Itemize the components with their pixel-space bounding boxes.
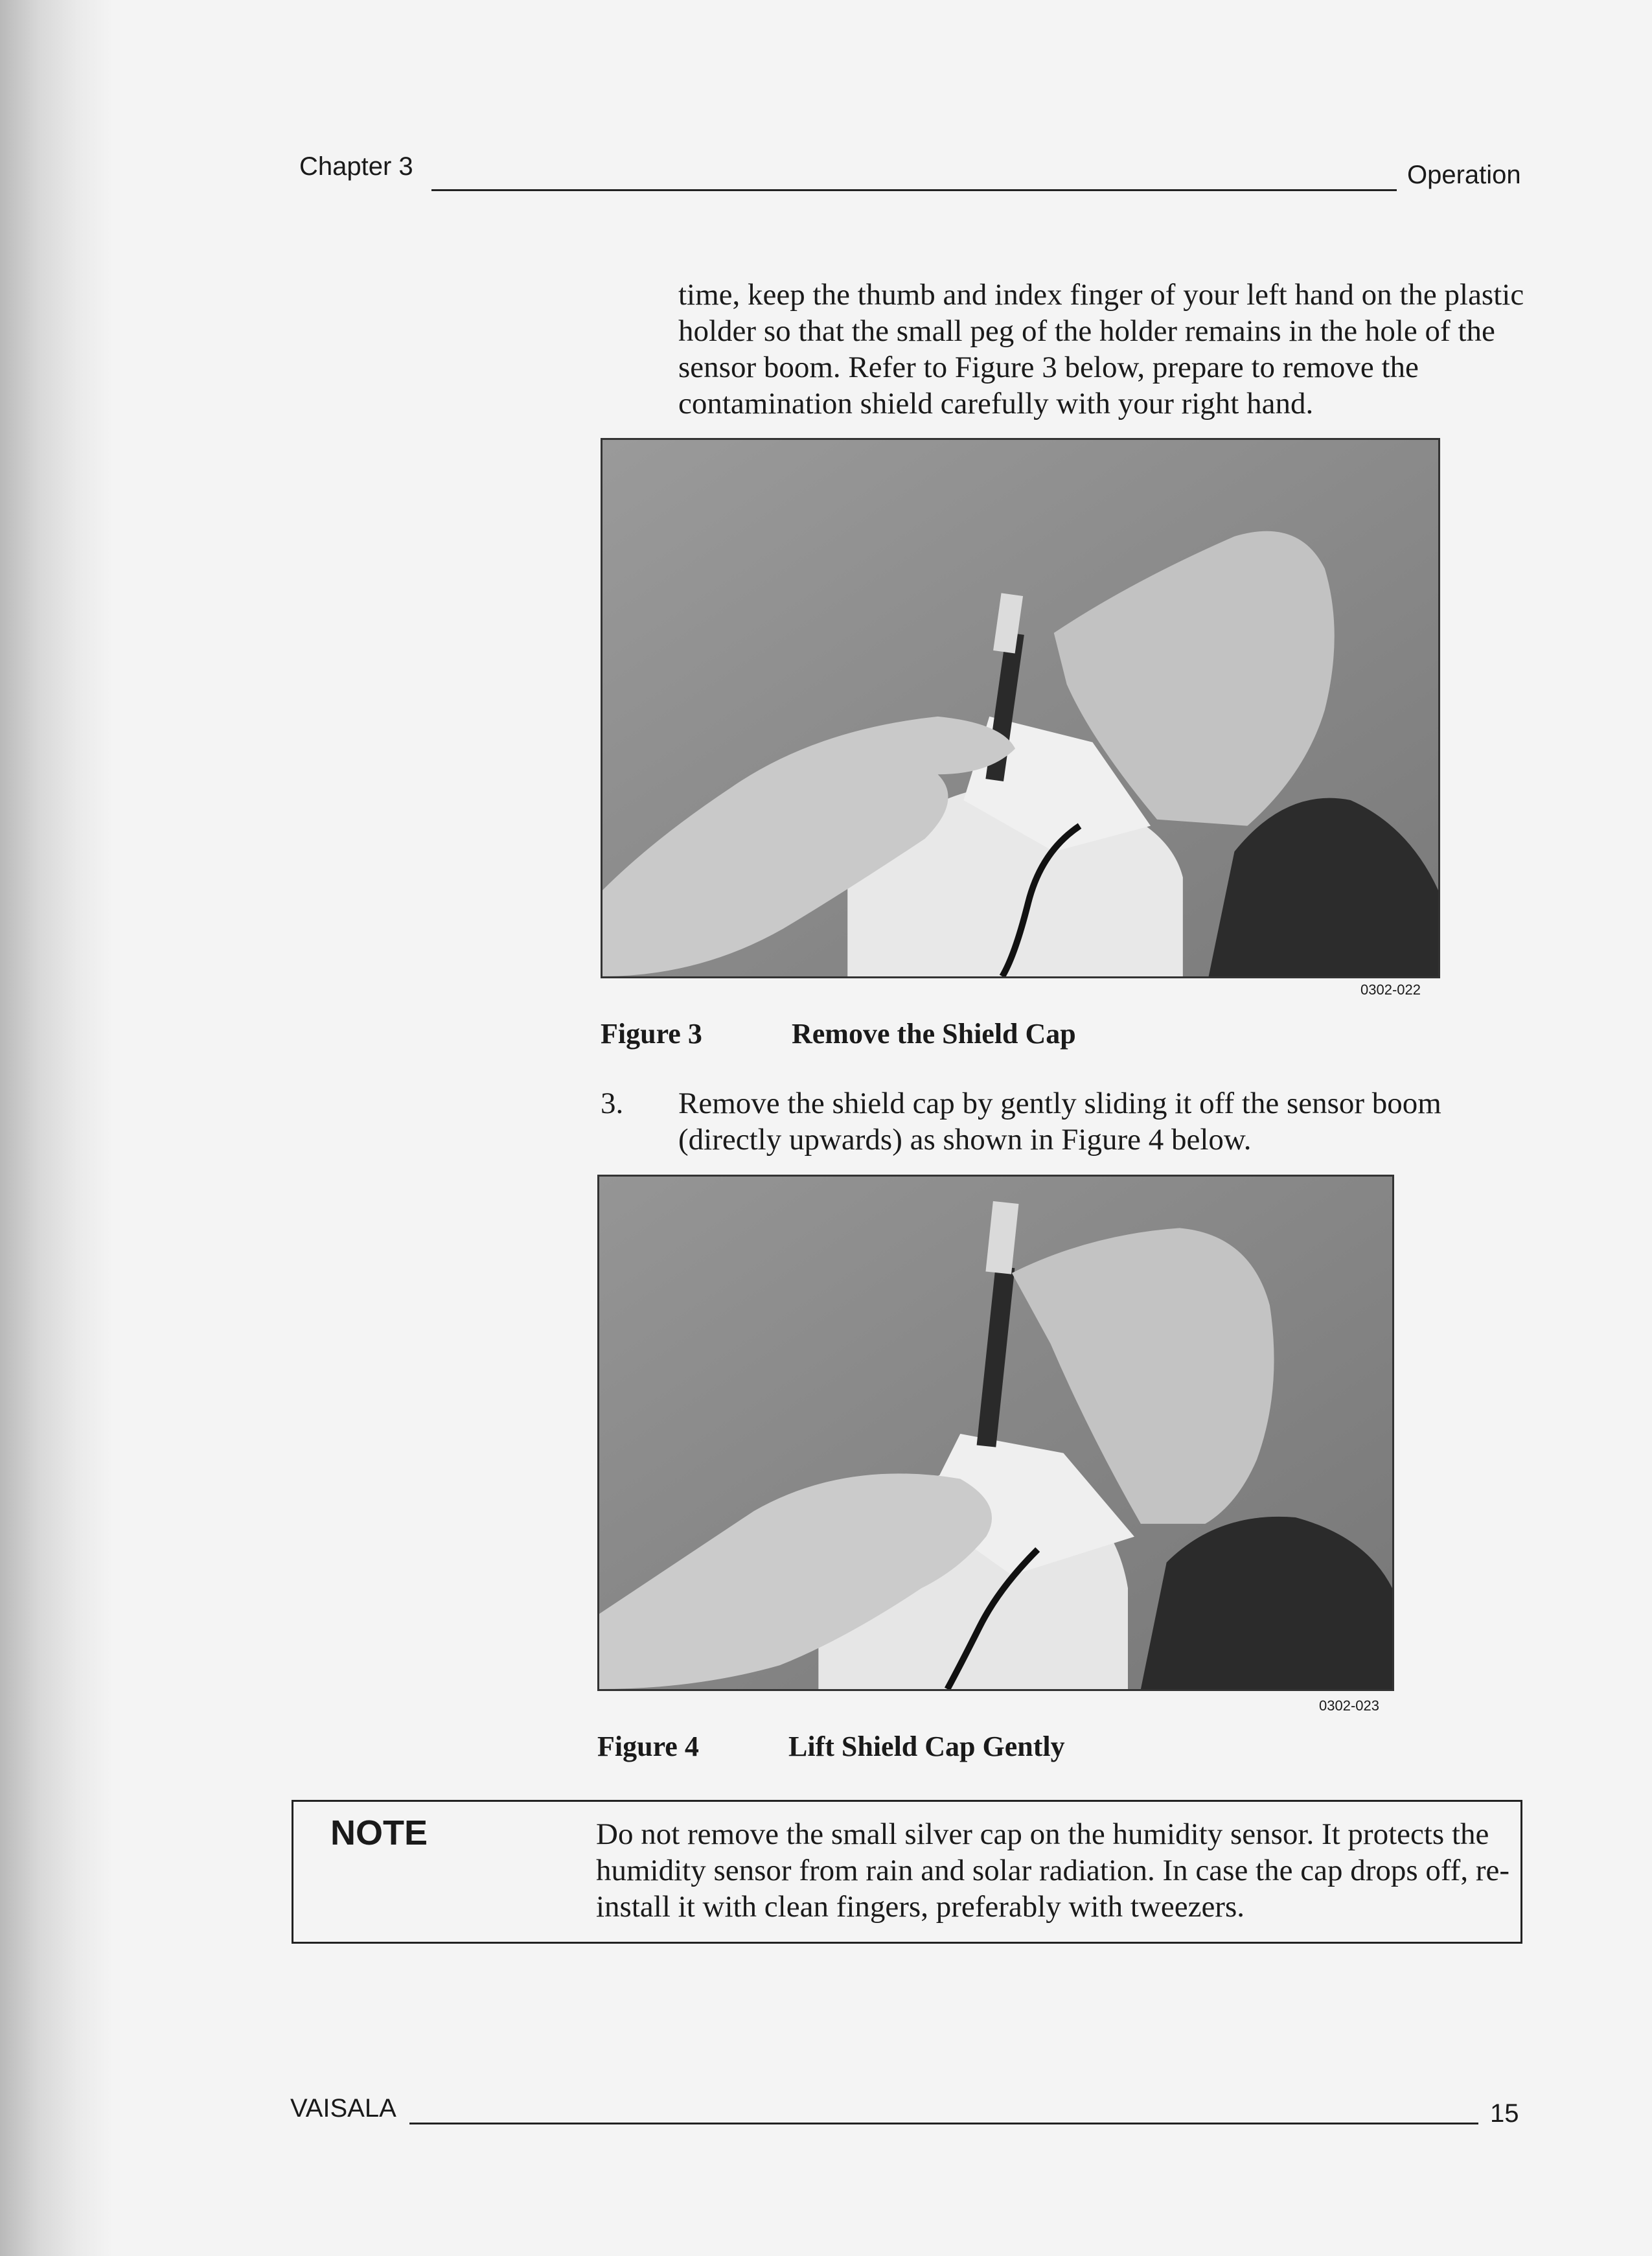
header-chapter: Chapter 3 [299,152,413,181]
intro-paragraph: time, keep the thumb and index finger of your left hand on the plastic holder so that the small peg of the holder remains in the hole of the sensor boom. Refer to Figure 3 below, prepare to remove the contamination shield carefully with your right hand. [678,278,1524,420]
note-text: Do not remove the small silver cap on the humidity sensor. It protects the humidity sensor from rain and solar radiation. In case the cap drops off, re-install it with clean fingers, preferably with tweezers. [596,1817,1509,1924]
figure-3-photo [601,438,1440,978]
figure-4-photo [597,1175,1394,1691]
header-rule [431,189,1397,191]
figure-3-title: Remove the Shield Cap [792,1018,1076,1050]
header-section: Operation [1407,161,1521,189]
figure-3-label: Figure 3 [601,1018,702,1050]
figure-3-id: 0302-022 [1360,982,1421,998]
scan-binding-shadow [0,0,113,2256]
figure-4-id: 0302-023 [1319,1698,1379,1714]
step-3-number: 3. [601,1087,624,1120]
figure-4-label: Figure 4 [597,1731,699,1762]
step-3-text: Remove the shield cap by gently sliding it off the sensor boom (directly upwards) as shown in Figure 4 below. [678,1087,1441,1157]
note-label: NOTE [330,1813,428,1852]
page-number: 15 [1490,2099,1519,2128]
footer-rule [409,2123,1478,2124]
figure-4-title: Lift Shield Cap Gently [788,1731,1065,1762]
footer-brand: VAISALA [290,2094,396,2123]
